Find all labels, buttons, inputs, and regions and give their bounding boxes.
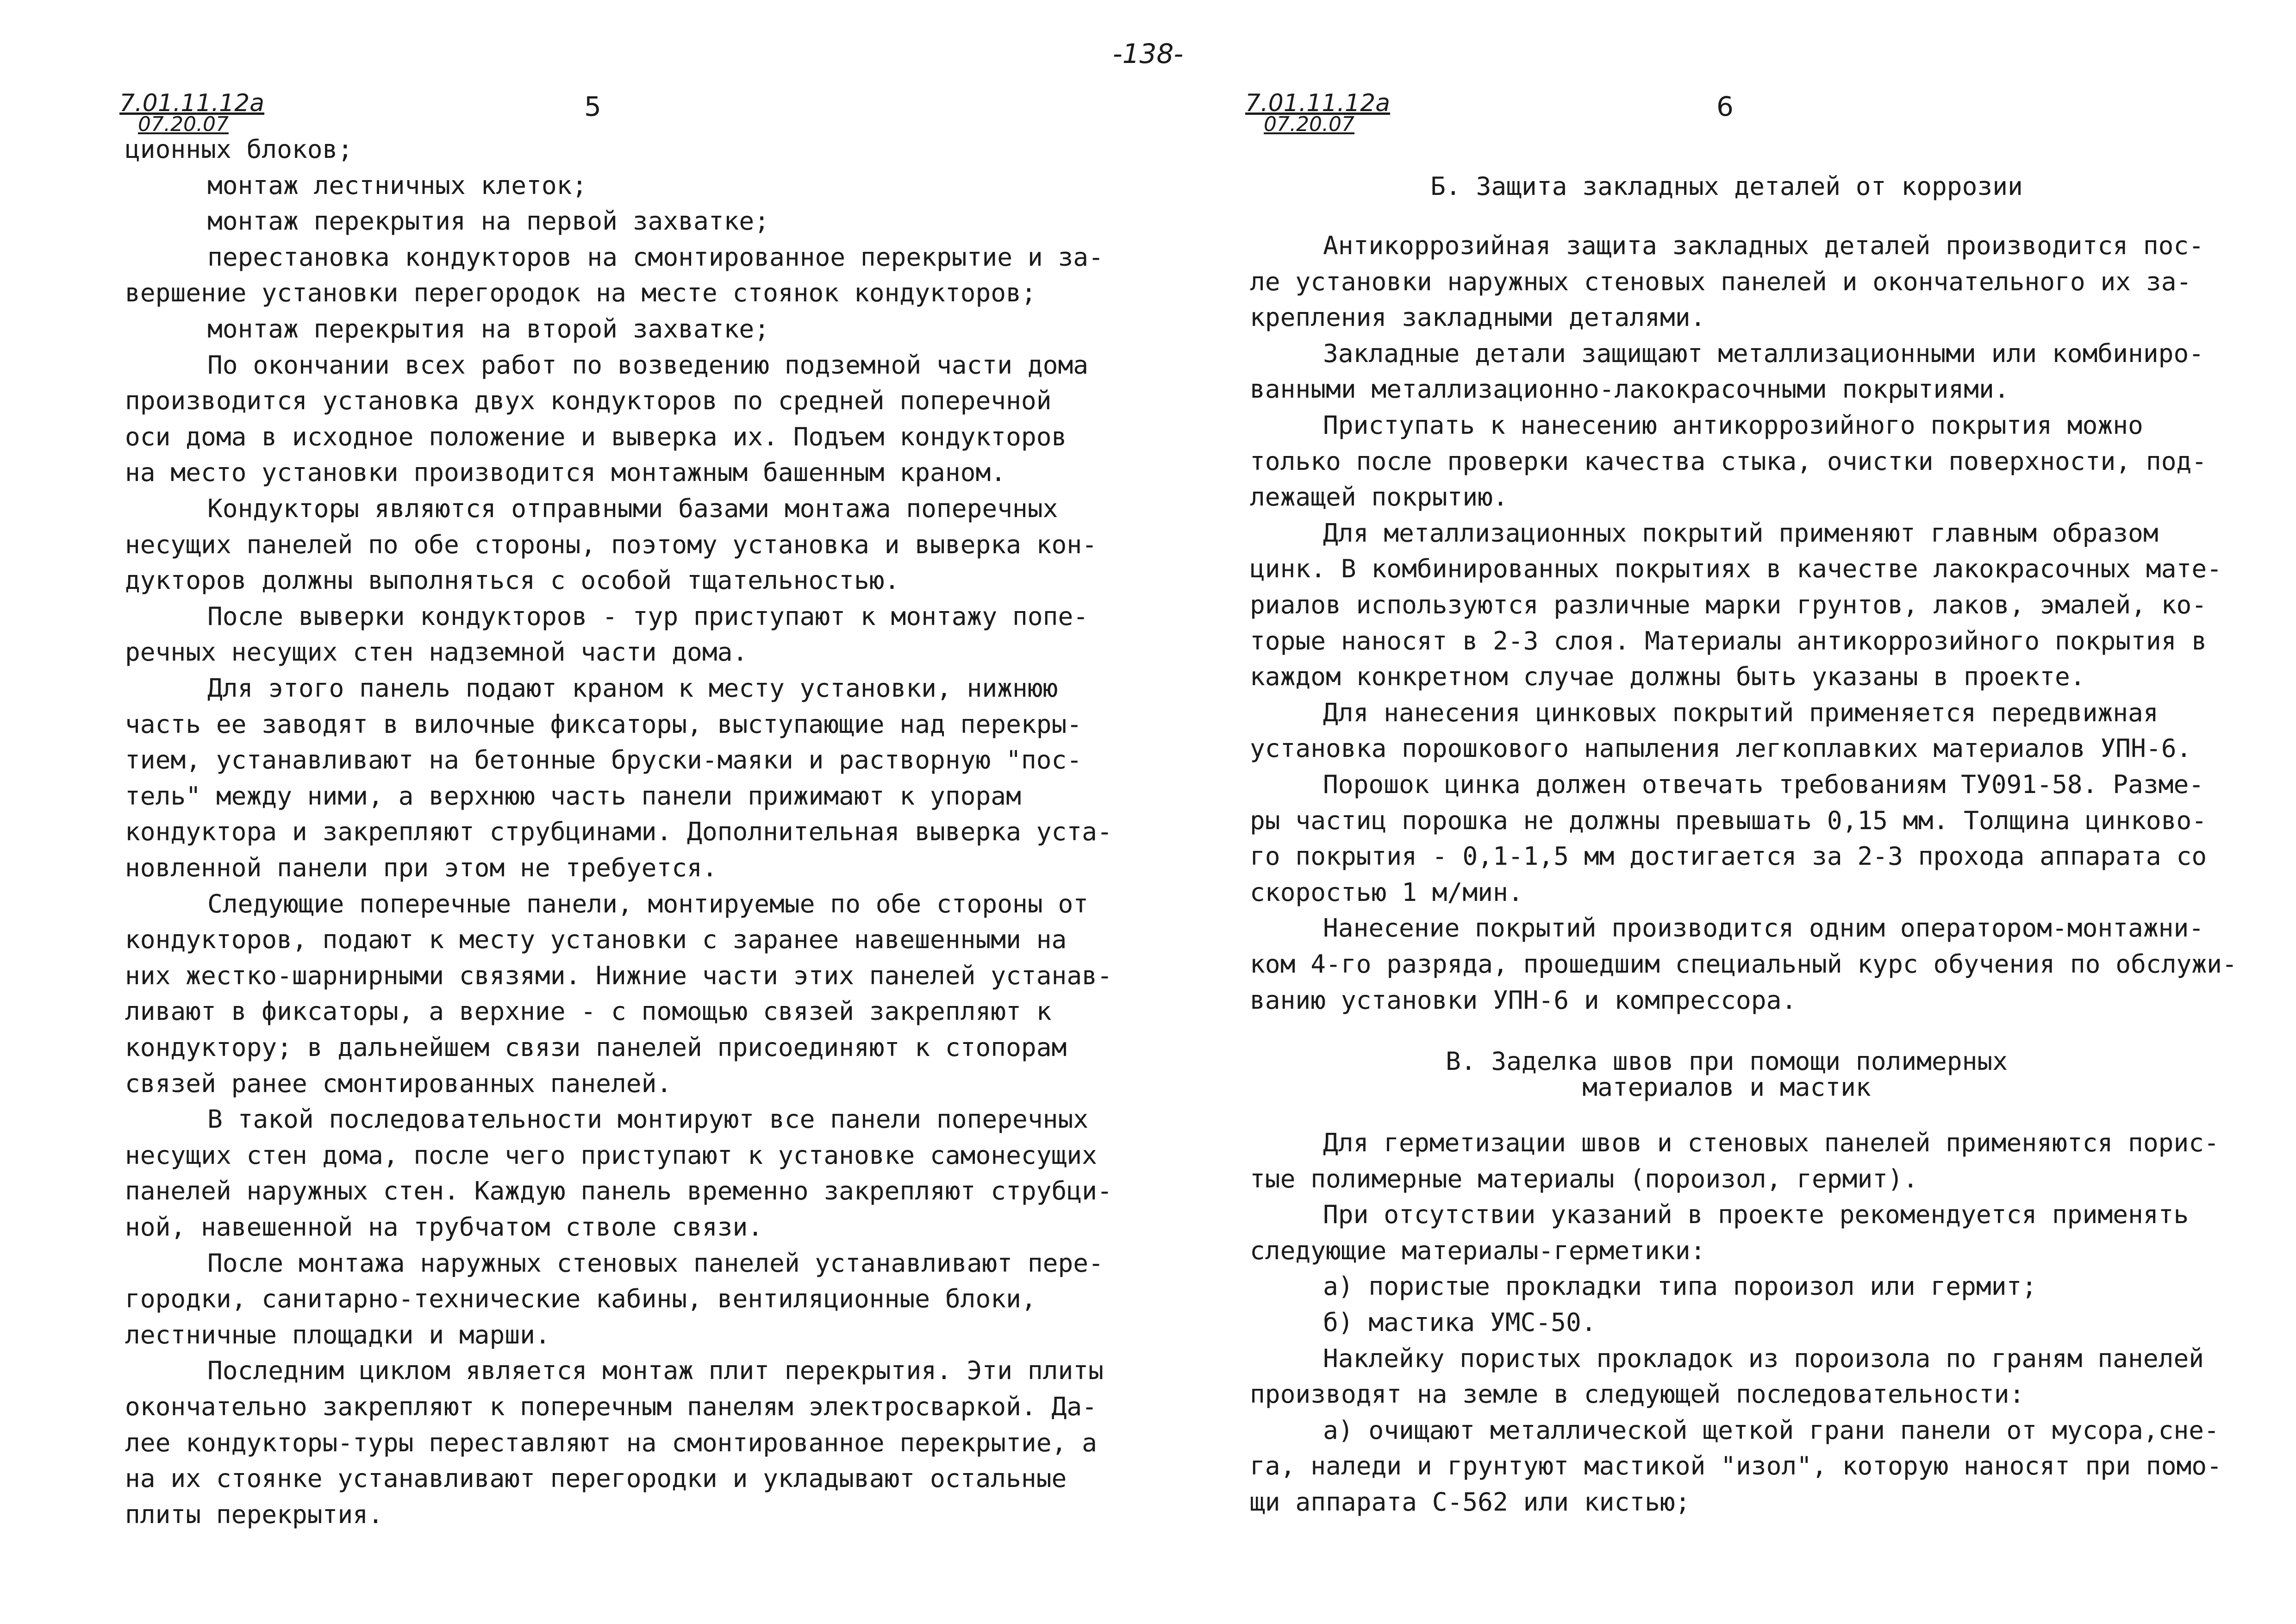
text-line: установка порошкового напыления легкоплавких материалов УПН-6. <box>1250 733 2192 763</box>
column-number-right: 6 <box>1716 91 1734 122</box>
text-line: Для нанесения цинковых покрытий применяется передвижная <box>1323 697 2159 727</box>
text-line: монтаж лестничных клеток; <box>207 170 587 200</box>
text-line: го покрытия - 0,1-1,5 мм достигается за 2-3 прохода аппарата со <box>1250 841 2207 871</box>
text-line: следующие материалы-герметики: <box>1250 1235 1706 1265</box>
text-line: часть ее заводят в вилочные фиксаторы, выступающие над перекры- <box>125 709 1082 739</box>
text-line: ры частиц порошка не должны превышать 0,15 мм. Толщина цинково- <box>1250 805 2207 835</box>
text-line: монтаж перекрытия на второй захватке; <box>207 314 770 344</box>
text-line: несущих стен дома, после чего приступают к установке самонесущих <box>125 1140 1097 1170</box>
column-number-left: 5 <box>584 91 601 122</box>
text-line: б) мастика УМС-50. <box>1323 1307 1597 1337</box>
text-line: ле установки наружных стеновых панелей и окончательного их за- <box>1250 266 2192 296</box>
text-line: скоростью 1 м/мин. <box>1250 877 1523 907</box>
text-line: При отсутствии указаний в проекте рекомендуется применять <box>1323 1199 2189 1230</box>
text-line: перестановка кондукторов на смонтированное перекрытие и за- <box>207 242 1104 272</box>
text-line: производится установка двух кондукторов по средней поперечной <box>125 386 1052 416</box>
text-line: речных несущих стен надземной части дома. <box>125 637 748 667</box>
section-heading: В. Заделка швов при помощи полимерных <box>1445 1046 2008 1076</box>
text-line: ливают в фиксаторы, а верхние - с помощью связей закрепляют к <box>125 996 1052 1026</box>
text-line: окончательно закрепляют к поперечным панелям электросваркой. Да- <box>125 1392 1097 1421</box>
text-line: Антикоррозийная защита закладных деталей производится пос- <box>1323 231 2204 260</box>
text-line: В такой последовательности монтируют все панели поперечных <box>207 1104 1089 1134</box>
text-line: ной, навешенной на трубчатом стволе связи. <box>125 1212 763 1242</box>
text-line: на их стоянке устанавливают перегородки и укладывают остальные <box>125 1463 1067 1493</box>
section-heading: материалов и мастик <box>1582 1072 1871 1102</box>
text-line: Порошок цинка должен отвечать требованиям ТУ091-58. Разме- <box>1323 769 2204 799</box>
text-line: Для этого панель подают краном к месту установки, нижнюю <box>207 673 1058 703</box>
text-line: Следующие поперечные панели, монтируемые по обе стороны от <box>207 888 1089 918</box>
section-heading: Б. Защита закладных деталей от коррозии <box>1430 171 2023 201</box>
text-line: Кондукторы являются отправными базами монтажа поперечных <box>207 493 1058 523</box>
document-code-stamp-right <box>1245 89 1391 136</box>
text-line: крепления закладными деталями. <box>1250 302 1706 332</box>
text-line: га, наледи и грунтуют мастикой "изол", которую наносят при помо- <box>1250 1451 2222 1481</box>
text-line: городки, санитарно-технические кабины, вентиляционные блоки, <box>125 1284 1036 1314</box>
text-line: лежащей покрытию. <box>1250 482 1508 512</box>
text-line: Наклейку пористых прокладок из пороизола по граням панелей <box>1323 1343 2204 1373</box>
text-line: тель" между ними, а верхнюю часть панели прижимают к упорам <box>125 781 1021 811</box>
page-number: -138- <box>1112 38 1184 69</box>
text-line: тые полимерные материалы (пороизол, гермит). <box>1250 1163 1918 1193</box>
text-line: них жестко-шарнирными связями. Нижние части этих панелей устанав- <box>125 960 1112 990</box>
text-line: тием, устанавливают на бетонные бруски-маяки и растворную "пос- <box>125 745 1082 775</box>
text-line: Последним циклом является монтаж плит перекрытия. Эти плиты <box>207 1355 1104 1386</box>
text-line: Для герметизации швов и стеновых панелей применяются порис- <box>1323 1128 2219 1157</box>
text-line: на место установки производится монтажным башенным краном. <box>125 457 1006 487</box>
text-line: ком 4-го разряда, прошедшим специальный курс обучения по обслужи- <box>1250 949 2237 979</box>
text-line: Приступать к нанесению антикоррозийного покрытия можно <box>1323 410 2143 440</box>
text-line: производят на земле в следующей последовательности: <box>1250 1379 2025 1409</box>
text-line: а) пористые прокладки типа пороизол или гермит; <box>1323 1271 2037 1301</box>
text-line: риалов используются различные марки грунтов, лаков, эмалей, ко- <box>1250 590 2207 619</box>
text-line: кондукторов, подают к месту установки с заранее навешенными на <box>125 924 1067 955</box>
document-date: 07.20.07 <box>1264 112 1354 136</box>
text-line: После выверки кондукторов - тур приступают к монтажу попе- <box>207 601 1089 631</box>
text-line: Нанесение покрытий производится одним оператором-монтажни- <box>1323 913 2204 943</box>
text-line: кондуктору; в дальнейшем связи панелей присоединяют к стопорам <box>125 1032 1067 1062</box>
text-line: Для металлизационных покрытий применяют главным образом <box>1323 518 2159 548</box>
text-line: ванными металлизационно-лакокрасочными покрытиями. <box>1250 374 2009 404</box>
text-line: лее кондукторы-туры переставляют на смонтированное перекрытие, а <box>125 1427 1097 1457</box>
text-line: каждом конкретном случае должны быть указаны в проекте. <box>1250 662 2085 692</box>
text-line: а) очищают металлической щеткой грани панели от мусора,сне- <box>1323 1415 2219 1445</box>
text-line: оси дома в исходное положение и выверка их. Подъем кондукторов <box>125 421 1067 451</box>
text-line: цинк. В комбинированных покрытиях в качестве лакокрасочных мате- <box>1250 554 2222 584</box>
document-code: 7.01.11.12а <box>1245 89 1391 117</box>
text-line: кондуктора и закрепляют струбцинами. Дополнительная выверка уста- <box>125 817 1112 847</box>
text-line: панелей наружных стен. Каждую панель временно закрепляют струбци- <box>125 1176 1112 1206</box>
text-line: только после проверки качества стыка, очистки поверхности, под- <box>1250 446 2207 476</box>
text-line: торые наносят в 2-3 слоя. Материалы антикоррозийного покрытия в <box>1250 625 2207 656</box>
document-date: 07.20.07 <box>138 112 229 136</box>
text-line: По окончании всех работ по возведению подземной части дома <box>207 350 1089 380</box>
text-line: новленной панели при этом не требуется. <box>125 853 718 882</box>
document-code: 7.01.11.12а <box>119 89 265 117</box>
text-line: лестничные площадки и марши. <box>125 1319 550 1349</box>
text-line: вершение установки перегородок на месте стоянок кондукторов; <box>125 278 1036 308</box>
text-line: дукторов должны выполняться с особой тщательностью. <box>125 565 900 595</box>
text-line: ванию установки УПН-6 и компрессора. <box>1250 985 1797 1015</box>
text-line: После монтажа наружных стеновых панелей устанавливают пере- <box>207 1248 1104 1278</box>
text-line: связей ранее смонтированных панелей. <box>125 1068 672 1098</box>
text-line: ционных блоков; <box>125 134 353 164</box>
text-line: несущих панелей по обе стороны, поэтому установка и выверка кон- <box>125 529 1097 559</box>
document-code-stamp-left <box>119 89 265 136</box>
text-line: щи аппарата С-562 или кистью; <box>1250 1487 1691 1517</box>
text-line: монтаж перекрытия на первой захватке; <box>207 206 770 236</box>
text-line: Закладные детали защищают металлизационными или комбиниро- <box>1323 338 2204 368</box>
text-line: плиты перекрытия. <box>125 1499 383 1529</box>
